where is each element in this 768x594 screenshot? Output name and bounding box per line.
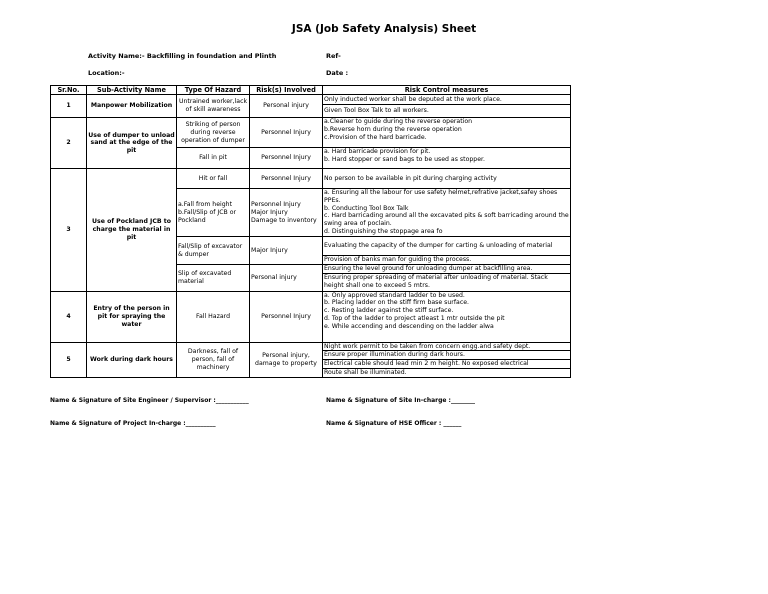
- jsa-table: [50, 85, 571, 378]
- hazard: Darkness, fall of person, fall of machinery: [177, 342, 250, 377]
- location-label: Location:-: [88, 69, 125, 77]
- control-measure: Ensuring proper spreading of material after unloading of material. Stack height shall one to exceed 5 mtrs.: [323, 273, 571, 291]
- sub-activity: Use of Pockland JCB to charge the material in pit: [87, 169, 177, 292]
- control-measure: Electrical cable should lead min 2 m height. No exposed electrical: [323, 360, 571, 369]
- sub-activity: Manpower Mobilization: [87, 95, 177, 118]
- table-row: [51, 169, 571, 189]
- ref-label: Ref-: [326, 52, 341, 60]
- col-control: Risk Control measures: [323, 86, 571, 95]
- control-measure: Only inducted worker shall be deputed at the work place.: [323, 95, 571, 105]
- control-measure: a. Only approved standard ladder to be used. b. Placing ladder on the stiff firm base surface. c. Resting ladder against the stiff surface. d. Top of the ladder to project atleast 1 mtr outside the pit e. While accending and descending on the ladder alwa: [323, 291, 571, 342]
- hazard: Slip of excavated material: [177, 264, 250, 291]
- sheet-title: JSA (Job Safety Analysis) Sheet: [291, 23, 477, 35]
- header-row: [51, 86, 571, 95]
- col-risks: Risk(s) Involved: [250, 86, 323, 95]
- risk: Personnel Injury: [250, 148, 323, 169]
- risk: Personal injury: [250, 264, 323, 291]
- site-engineer-signature: Name & Signature of Site Engineer / Supervisor :___________: [50, 397, 249, 404]
- date-label: Date :: [326, 69, 349, 77]
- risk: Personnel Injury: [250, 169, 323, 189]
- risk: Personnel Injury Major Injury Damage to inventory: [250, 189, 323, 237]
- hazard: Fall in pit: [177, 148, 250, 169]
- control-measure: Evaluating the capacity of the dumper for carting & unloading of material: [323, 237, 571, 256]
- control-measure: Ensuring the level ground for unloading dumper at backfilling area.: [323, 264, 571, 273]
- table-row: [51, 342, 571, 351]
- hazard: Untrained worker,lack of skill awareness: [177, 95, 250, 118]
- control-measure: Ensure proper illumination during dark hours.: [323, 351, 571, 360]
- hazard: a.Fall from height b.Fall/Slip of JCB or Pockland: [177, 189, 250, 237]
- sub-activity: Use of dumper to unload sand at the edge of the pit: [87, 118, 177, 169]
- table-row: [51, 118, 571, 148]
- risk: Major Injury: [250, 237, 323, 265]
- control-measure: No person to be available in pit during charging activity: [323, 169, 571, 189]
- site-incharge-signature: Name & Signature of Site In-charge :________: [326, 397, 475, 404]
- table-row: [51, 95, 571, 105]
- col-sub-activity: Sub-Activity Name: [87, 86, 177, 95]
- sub-activity: Work during dark hours: [87, 342, 177, 377]
- risk: Personnel Injury: [250, 291, 323, 342]
- sr-no: 3: [51, 169, 87, 292]
- hazard: Hit or fall: [177, 169, 250, 189]
- hse-officer-signature: Name & Signature of HSE Officer : ______: [326, 420, 462, 427]
- activity-name: Activity Name:- Backfilling in foundation and Plinth: [88, 52, 277, 60]
- risk: Personal injury, damage to property: [250, 342, 323, 377]
- control-measure: a. Hard barricade provision for pit. b. Hard stopper or sand bags to be used as stopper.: [323, 148, 571, 169]
- risk: Personal injury: [250, 95, 323, 118]
- hazard: Striking of person during reverse operation of dumper: [177, 118, 250, 148]
- control-measure: a.Cleaner to guide during the reverse operation b.Reverse horn during the reverse operation c.Provision of the hard barricade.: [323, 118, 571, 148]
- hazard: Fall/Slip of excavator & dumper: [177, 237, 250, 265]
- control-measure: a. Ensuring all the labour for use safety helmet,refrative jacket,safey shoes PPEs. b. Conducting Tool Box Talk c. Hard barricading around all the excavated pits & soft barricading around the swing area of poclain. d. Distinguishing the stoppage area fo: [324, 189, 569, 235]
- hazard: Fall Hazard: [177, 291, 250, 342]
- project-incharge-signature: Name & Signature of Project In-charge :__________: [50, 420, 216, 427]
- col-sr-no: Sr.No.: [51, 86, 87, 95]
- risk: Personnel Injury: [250, 118, 323, 148]
- control-measure: Route shall be illuminated.: [323, 368, 571, 377]
- sr-no: 2: [51, 118, 87, 169]
- sr-no: 4: [51, 291, 87, 342]
- table-row: [51, 291, 571, 342]
- sr-no: 5: [51, 342, 87, 377]
- sub-activity: Entry of the person in pit for spraying the water: [87, 291, 177, 342]
- col-hazard: Type Of Hazard: [177, 86, 250, 95]
- control-measure: Given Tool Box Talk to all workers.: [323, 105, 571, 118]
- control-measure: Provision of banks man for guiding the process.: [323, 256, 571, 265]
- control-measure: Night work permit to be taken from concern engg.and safety dept.: [323, 342, 571, 351]
- sr-no: 1: [51, 95, 87, 118]
